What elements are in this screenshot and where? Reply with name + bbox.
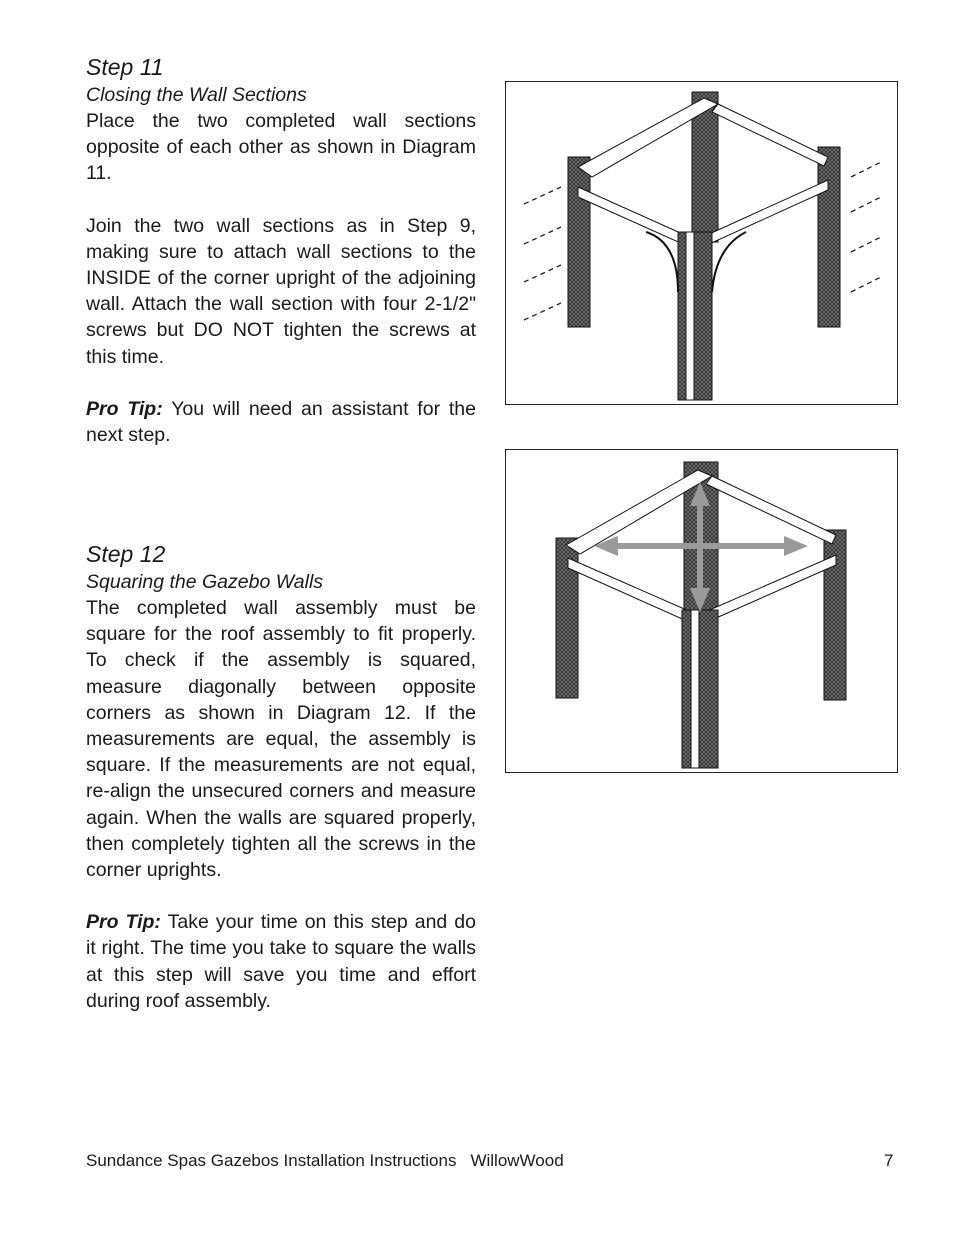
footer-doc-title	[86, 1151, 564, 1171]
step-11-subtitle: Closing the Wall Sections	[86, 84, 307, 106]
step-11-paragraph-1: Place the two completed wall sections opposite of each other as shown in Diagram 11.	[86, 110, 476, 185]
page-number: 7	[884, 1151, 894, 1170]
step-11-paragraph-2: Join the two wall sections as in Step 9, making sure to attach wall sections to the INSIDE of the corner upright of the adjoining wall. Attach the wall section with four 2-1/2" screws but DO NOT tighten the screws at this time.	[86, 214, 476, 368]
pro-tip-text: Take your time on this step and do it right. The time you take to square the walls at this step will save you time and effort during roof assembly.	[86, 911, 476, 1012]
step-12-title: Step 12	[86, 541, 166, 567]
step-11-title: Step 11	[86, 54, 164, 80]
step-12-subtitle: Squaring the Gazebo Walls	[86, 571, 324, 593]
diagram-12	[505, 449, 898, 773]
gazebo-squaring-illustration	[506, 450, 896, 771]
footer-title-text: Sundance Spas Gazebos Installation Instructions	[86, 1151, 457, 1170]
pro-tip-label: Pro Tip:	[86, 911, 161, 934]
step-12-paragraph-1: The completed wall assembly must be square for the roof assembly to fit properly. To check if the assembly is squared, measure diagonally between opposite corners as shown in Diagram 12. If the measurements are equal, the assembly is square. If the measurements are not equal, re-align the unsecured corners and measure again. When the walls are squared properly, then completely tighten all the screws in the corner uprights.	[86, 597, 476, 882]
step-12-pro-tip	[86, 909, 476, 1014]
step-12-section	[86, 539, 476, 1014]
step-11-pro-tip	[86, 396, 476, 448]
pro-tip-label: Pro Tip:	[86, 397, 163, 420]
gazebo-walls-join-illustration	[506, 82, 896, 403]
step-11-section	[86, 52, 476, 448]
diagram-11	[505, 81, 898, 405]
pro-tip-text: You will need an assistant for the next step.	[86, 397, 476, 447]
footer-brand: WillowWood	[470, 1151, 564, 1170]
